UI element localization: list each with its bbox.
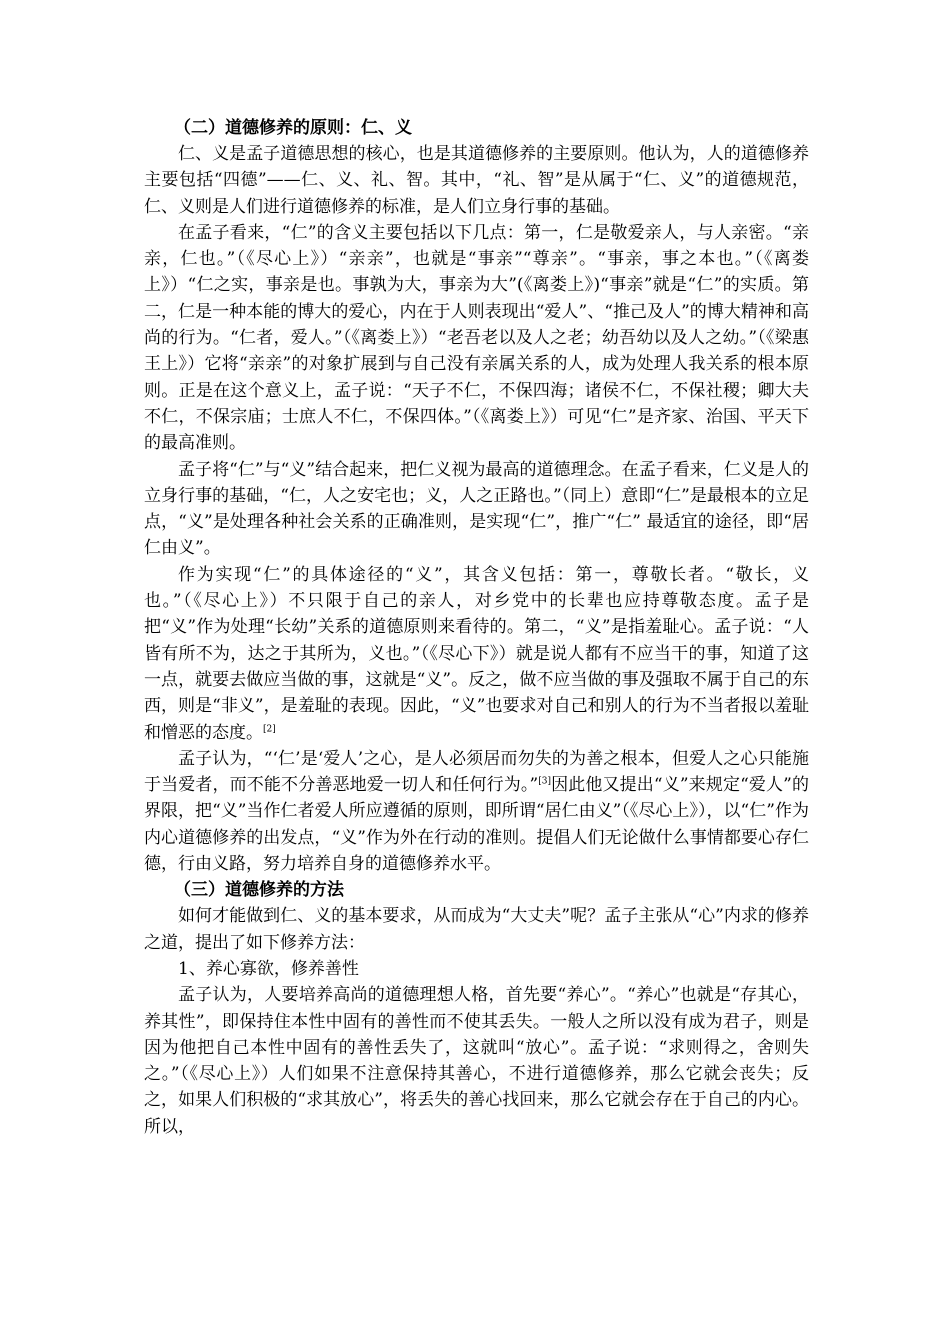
document-page (144, 115, 809, 1140)
paragraph-methods-intro: 如何才能做到仁、义的基本要求，从而成为“大丈夫”呢？孟子主张从“心”内求的修养之道，提出了如下修养方法： (144, 906, 809, 953)
paragraph-yi-meaning (144, 562, 809, 746)
paragraph-love-limits (144, 746, 809, 877)
paragraph-ren-yi-core: 仁、义是孟子道德思想的核心，也是其道德修养的主要原则。他认为，人的道德修养主要包括“四德”——仁、义、礼、智。其中，“礼、智”是从属于“仁、义”的道德规范，仁、义则是人们进行道德修养的标准，是人们立身行事的基础。 (144, 144, 809, 217)
paragraph-yi-meaning-text: 作为实现“仁”的具体途径的“义”，其含义包括：第一，尊敬长者。“敬长，义也。”（《尽心上》）不只限于自己的亲人，对乡党中的长辈也应持尊敬态度。孟子是把“义”作为处理“长幼”关系的道德原则来看待的。第二，“义”是指羞耻心。孟子说：“人皆有所不为，达之于其所为，义也。”（《尽心下》）就是说人都有不应当干的事，知道了这一点，就要去做应当做的事，这就是“义”。反之，做不应当做的事及强取不属于自己的东西，则是“非义”，是羞耻的表现。因此，“义”也要求对自己和别人的行为不当者报以羞耻和憎恶的态度。 (144, 564, 809, 743)
paragraph-love-limits-quote: 孟子认为，“‘仁’是‘爱人’之心，是人必须居而勿失的为善之根本，但爱人之心只能施于当爱者，而不能不分善恶地爱一切人和任何行为。” (144, 748, 809, 796)
footnote-ref-2: [2] (263, 723, 276, 734)
section-heading-methods: （三）道德修养的方法 (174, 880, 344, 901)
paragraph-nourish-heart: 孟子认为，人要培养高尚的道德理想人格，首先要“养心”。“养心”也就是“存其心，养其性”，即保持住本性中固有的善性而不使其丢失。一般人之所以没有成为君子，则是因为他把自己本性中固有的善性丢失了，这就叫“放心”。孟子说：“求则得之，舍则失之。”（《尽心上》）人们如果不注意保持其善心，不进行道德修养，那么它就会丧失；反之，如果人们积极的“求其放心”，将丢失的善心找回来，那么它就会存在于自己的内心。所以， (144, 985, 809, 1137)
subheading-nourish-heart: 1、养心寡欲，修养善性 (178, 958, 359, 979)
footnote-ref-3: [3] (538, 776, 551, 787)
paragraph-ren-yi-combined: 孟子将“仁”与“义”结合起来，把仁义视为最高的道德理念。在孟子看来，仁义是人的立身行事的基础，“仁，人之安宅也；义，人之正路也。”（同上）意即“仁”是最根本的立足点，“义”是处理各种社会关系的正确准则，是实现“仁”，推广“仁” 最适宜的途径，即“居仁由义”。 (144, 459, 809, 559)
paragraph-love-limits-rest: 因此他又提出“义”来规定“爱人”的界限，把“义”当作仁者爱人所应遵循的原则，即所谓“居仁由义”（《尽心上》），以“仁”作为内心道德修养的出发点，“义”作为外在行动的准则。提倡人们无论做什么事情都要心存仁德，行由义路，努力培养自身的道德修养水平。 (144, 775, 809, 875)
paragraph-ren-meaning: 在孟子看来，“仁”的含义主要包括以下几点：第一，仁是敬爱亲人，与人亲密。“亲亲，仁也。”（《尽心上》）“亲亲”，也就是“事亲”“尊亲”。“事亲，事之本也。”（《离娄上》）“仁之实，事亲是也。事孰为大，事亲为大”(《离娄上》)“事亲”就是“仁”的实质。第二，仁是一种本能的博大的爱心，内在于人则表现出“爱人”、“推己及人”的博大精神和高尚的行为。“仁者，爱人。”（《离娄上》）“老吾老以及人之老；幼吾幼以及人之幼。”（《梁惠王上》）它将“亲亲”的对象扩展到与自己没有亲属关系的人，成为处理人我关系的根本原则。正是在这个意义上，孟子说：“天子不仁，不保四海；诸侯不仁，不保社稷；卿大夫不仁，不保宗庙；士庶人不仁，不保四体。”（《离娄上》）可见“仁”是齐家、治国、平天下的最高准则。 (144, 222, 809, 454)
section-heading-principles: （二）道德修养的原则：仁、义 (174, 118, 412, 138)
